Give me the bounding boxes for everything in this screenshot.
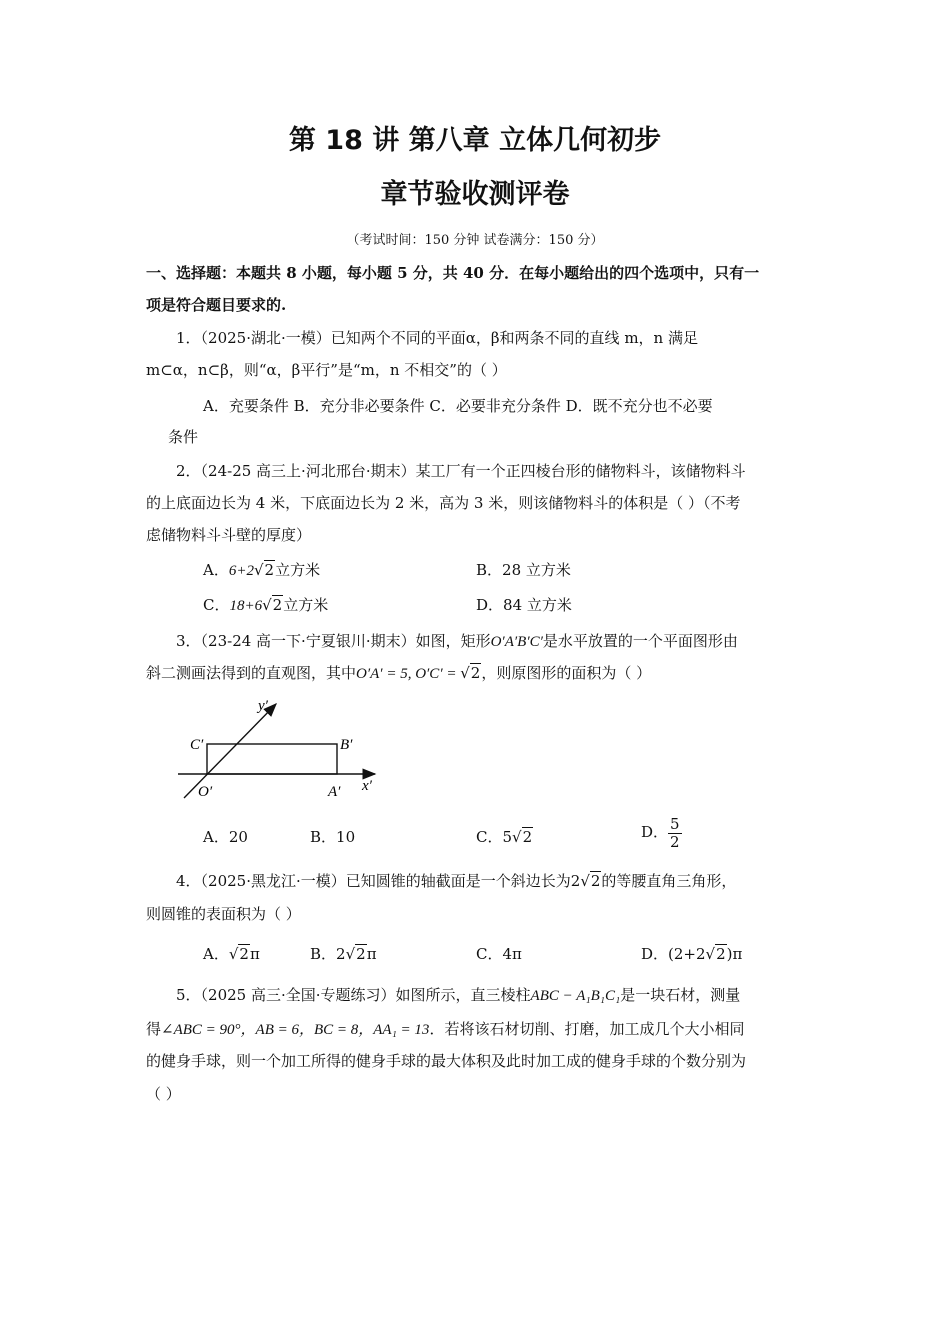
q5-line1-post: 是一块石材，测量 [620,986,741,1004]
exam-info: （考试时间：150 分钟 试卷满分：150 分） [346,233,604,248]
q2-line3: 虑储物料斗斗壁的厚度） [146,526,312,544]
q3-option-c-label: C． [476,828,503,846]
fraction-numerator: 5 [670,815,680,833]
q5-line4: （ ） [146,1085,181,1103]
q4-option-d-post: )π [726,945,743,963]
q2-option-c-unit: 立方米 [283,596,329,614]
q2-option-c: C．18+6√2立方米 [203,596,329,614]
point-b-label: B′ [340,737,353,753]
section-heading-line1: 一、选择题：本题共 8 小题，每小题 5 分，共 40 分．在每小题给出的四个选项中，只有一 [146,264,760,282]
q4-option-d: D．(2+2√2)π [641,945,743,963]
point-c-label: C′ [190,737,204,753]
q4-option-b-rad: 2 [356,945,366,963]
q4-option-a-label: A． [203,945,229,963]
q2-option-d: D．84 立方米 [476,596,572,614]
q3-figure [170,696,390,806]
q1-options-wrap: 条件 [168,428,199,446]
q2-option-a-label: A． [203,561,229,579]
q5-line2-math: ∠ABC = 90°，AB = 6，BC = 8，AA₁ = 13 [161,1022,430,1038]
q3-option-d-label: D． [641,823,669,841]
q5-line2-post: ．若将该石材切削、打磨，加工成几个大小相同 [429,1020,745,1038]
q3-line2-rad: 2 [470,664,481,682]
q3-option-c-pre: 5 [502,828,513,846]
q3-line2-pre: 斜二测画法得到的直观图，其中 [146,664,357,682]
q3-option-c-rad: 2 [522,828,533,846]
q4-option-d-pre: (2+2 [668,945,706,963]
q4-option-a-post: π [249,945,260,963]
q4-option-a: A．√2π [203,945,260,963]
q4-option-d-rad: 2 [716,945,726,963]
q3-option-b: B．10 [310,828,356,846]
q2-line1: 2．（24-25 高三上·河北邢台·期末）某工厂有一个正四棱台形的储物料斗，该储物料斗 [176,462,746,480]
q3-line1-pre: 3．（23-24 高一下·宁夏银川·期末）如图，矩形 [176,632,491,650]
q4-line1: 4．（2025·黑龙江·一模）已知圆锥的轴截面是一个斜边长为2√2的等腰直角三角形， [176,872,737,890]
q3-line2-math: O′A′ = 5, O′C′ = [356,666,461,682]
q1-line1: 1．（2025·湖北·一模）已知两个不同的平面α，β和两条不同的直线 m，n 满足 [176,329,698,347]
q5-prism-name: ABC − A₁B₁C₁ [530,988,621,1004]
rectangle-oabc [207,744,337,774]
y-axis-label: y′ [258,698,268,714]
q2-option-c-pre: 18+6 [229,598,263,614]
q3-line1-post: 是水平放置的一个平面图形由 [542,632,738,650]
q4-line2: 则圆锥的表面积为（ ） [146,905,301,923]
lecture-title: 第 18 讲 第八章 立体几何初步 [288,125,662,156]
q3-line2: 斜二测画法得到的直观图，其中O′A′ = 5, O′C′ = √2，则原图形的面积为（ ） [146,664,652,682]
q4-option-d-label: D． [641,945,669,963]
q4-line1-rad: 2 [590,872,601,890]
x-axis-label: x′ [362,778,372,794]
q3-line1 [176,630,738,651]
q2-option-c-rad: 2 [272,596,283,614]
fraction-denominator: 2 [670,832,680,851]
q3-option-d [641,816,682,850]
q1-line2: m⊂α，n⊂β，则“α，β平行”是“m，n 不相交”的（ ） [146,361,507,379]
q3-option-d-fraction [668,816,682,850]
q4-line1-post: 的等腰直角三角形， [601,872,737,890]
q3-line2-post: ，则原图形的面积为（ ） [481,664,652,682]
q5-line2 [146,1018,744,1039]
q4-option-b-pre: 2 [336,945,346,963]
q2-option-c-label: C． [203,596,230,614]
q4-option-a-rad: 2 [239,945,249,963]
q4-option-b: B．2√2π [310,945,377,963]
q1-options: A．充要条件 B．充分非必要条件 C．必要非充分条件 D．既不充分也不必要 [203,397,713,415]
q5-line1-pre: 5．（2025 高三·全国·专题练习）如图所示，直三棱柱 [176,986,531,1004]
q4-option-b-post: π [366,945,377,963]
q2-option-b: B．28 立方米 [476,561,571,579]
point-o-label: O′ [198,784,213,800]
q2-option-a-pre: 6+2 [228,563,254,579]
q2-option-a-unit: 立方米 [275,561,321,579]
q5-line1 [176,984,740,1005]
q4-line1-coef: 2 [570,872,581,890]
q2-line2: 的上底面边长为 4 米，下底面边长为 2 米，高为 3 米，则该储物料斗的体积是（ ）（不考 [146,494,741,512]
section-heading-line2: 项是符合题目要求的. [146,296,287,314]
q3-option-a: A．20 [203,828,248,846]
q3-rect-name: O′A′B′C′ [490,634,543,650]
point-a-label: A′ [328,784,341,800]
q2-option-a: A．6+2√2立方米 [203,561,321,579]
q3-option-c: C．5√2 [476,828,533,846]
q4-option-c: C．4π [476,945,522,963]
q5-line2-pre: 得 [146,1020,162,1038]
q2-option-a-rad: 2 [264,561,275,579]
q4-line1-pre: 4．（2025·黑龙江·一模）已知圆锥的轴截面是一个斜边长为 [176,872,571,890]
q5-line3: 的健身手球，则一个加工所得的健身手球的最大体积及此时加工成的健身手球的个数分别为 [146,1052,747,1070]
exam-subtitle: 章节验收测评卷 [380,179,570,210]
q4-option-b-label: B． [310,945,337,963]
